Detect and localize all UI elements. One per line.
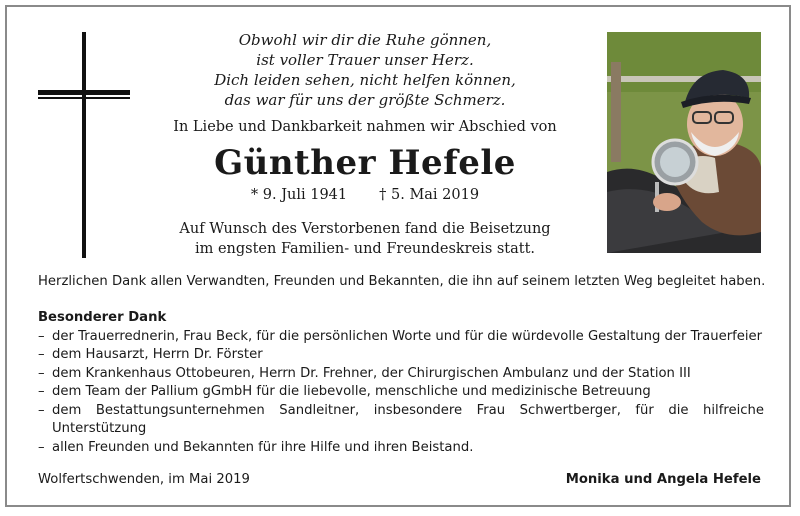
- list-item: [38, 383, 764, 402]
- dash-bullet: –: [38, 347, 45, 362]
- poem-line: Obwohl wir dir die Ruhe gönnen,: [238, 31, 492, 49]
- burial-line: im engsten Familien- und Freundeskreis statt.: [194, 241, 536, 257]
- signers: Monika und Angela Hefele: [565, 472, 761, 487]
- poem: [160, 30, 570, 110]
- list-item-text: der Trauerrednerin, Frau Beck, für die persönlichen Worte und für die würdevolle Gestaltung der Trauerfeier: [52, 328, 763, 344]
- list-item: [38, 439, 764, 458]
- dash-bullet: –: [38, 384, 45, 399]
- deceased-name: Günther Hefele: [214, 143, 516, 183]
- dash-bullet: –: [38, 402, 45, 418]
- list-item-text: dem Krankenhaus Ottobeuren, Herrn Dr. Frehner, der Chirurgischen Ambulanz und der Station III: [52, 365, 691, 381]
- special-thanks: [38, 309, 764, 457]
- list-item: [38, 328, 764, 347]
- list-item: [38, 346, 764, 365]
- dash-bullet: –: [38, 439, 45, 455]
- portrait-photo: [607, 32, 761, 253]
- general-thanks: Herzlichen Dank allen Verwandten, Freunden und Bekannten, die ihn auf seinem letzten Weg begleitet haben.: [38, 274, 766, 289]
- death-date: † 5. Mai 2019: [379, 187, 480, 203]
- farewell-intro: In Liebe und Dankbarkeit nahmen wir Abschied von: [173, 119, 557, 135]
- list-item-text: dem Team der Pallium gGmbH für die liebevolle, menschliche und medizinische Betreuung: [52, 384, 651, 399]
- list-item-text: dem Hausarzt, Herrn Dr. Förster: [52, 347, 263, 362]
- list-item-text: allen Freunden und Bekannten für ihre Hilfe und ihren Beistand.: [52, 439, 474, 455]
- poem-line: Dich leiden sehen, nicht helfen können,: [214, 71, 516, 89]
- list-item-text: dem Bestattungsunternehmen Sandleitner, insbesondere Frau Schwertberger, für die hilfreiche Unterstützung: [52, 402, 764, 436]
- dash-bullet: –: [38, 365, 45, 381]
- list-item: [38, 365, 764, 384]
- special-thanks-heading: Besonderer Dank: [38, 310, 167, 325]
- poem-line: das war für uns der größte Schmerz.: [224, 91, 506, 109]
- dash-bullet: –: [38, 328, 45, 344]
- life-dates: [160, 187, 570, 203]
- poem-line: ist voller Trauer unser Herz.: [256, 51, 474, 69]
- burial-line: Auf Wunsch des Verstorbenen fand die Beisetzung: [179, 221, 551, 237]
- birth-date: * 9. Juli 1941: [250, 187, 348, 203]
- list-item: [38, 402, 764, 439]
- place-date: Wolfertschwenden, im Mai 2019: [38, 472, 250, 487]
- burial-note: [160, 219, 570, 259]
